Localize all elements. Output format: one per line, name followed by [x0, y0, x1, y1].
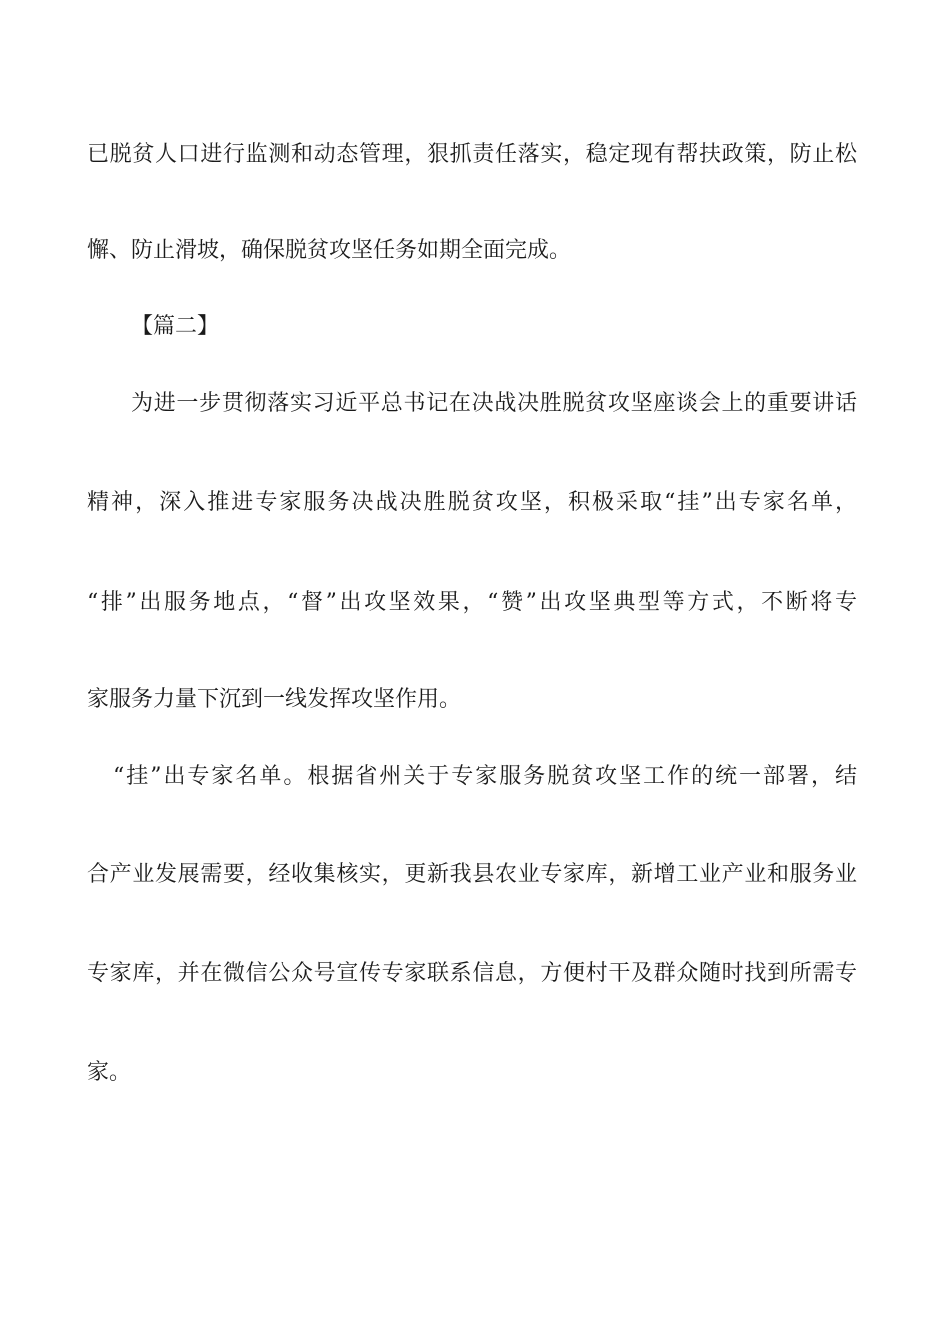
paragraph-line-1: 已脱贫人口进行监测和动态管理，狠抓责任落实，稳定现有帮扶政策，防止松	[87, 142, 857, 167]
paragraph-line-6: 家服务力量下沉到一线发挥攻坚作用。	[87, 687, 462, 712]
section-heading: 【篇二】	[131, 314, 220, 339]
paragraph-line-3: 为进一步贯彻落实习近平总书记在决战决胜脱贫攻坚座谈会上的重要讲话	[131, 391, 857, 416]
paragraph-line-5: “排”出服务地点，“督”出攻坚效果，“赞”出攻坚典型等方式，不断将专	[87, 590, 857, 615]
paragraph-line-10: 家。	[87, 1060, 132, 1085]
paragraph-line-7: “挂”出专家名单。根据省州关于专家服务脱贫攻坚工作的统一部署，结	[113, 764, 857, 789]
paragraph-line-9: 专家库，并在微信公众号宣传专家联系信息，方便村干及群众随时找到所需专	[87, 961, 857, 986]
paragraph-line-2: 懈、防止滑坡，确保脱贫攻坚任务如期全面完成。	[87, 238, 572, 263]
paragraph-line-4: 精神，深入推进专家服务决战决胜脱贫攻坚，积极采取“挂”出专家名单，	[87, 490, 857, 515]
paragraph-line-8: 合产业发展需要，经收集核实，更新我县农业专家库，新增工业产业和服务业	[87, 862, 857, 887]
